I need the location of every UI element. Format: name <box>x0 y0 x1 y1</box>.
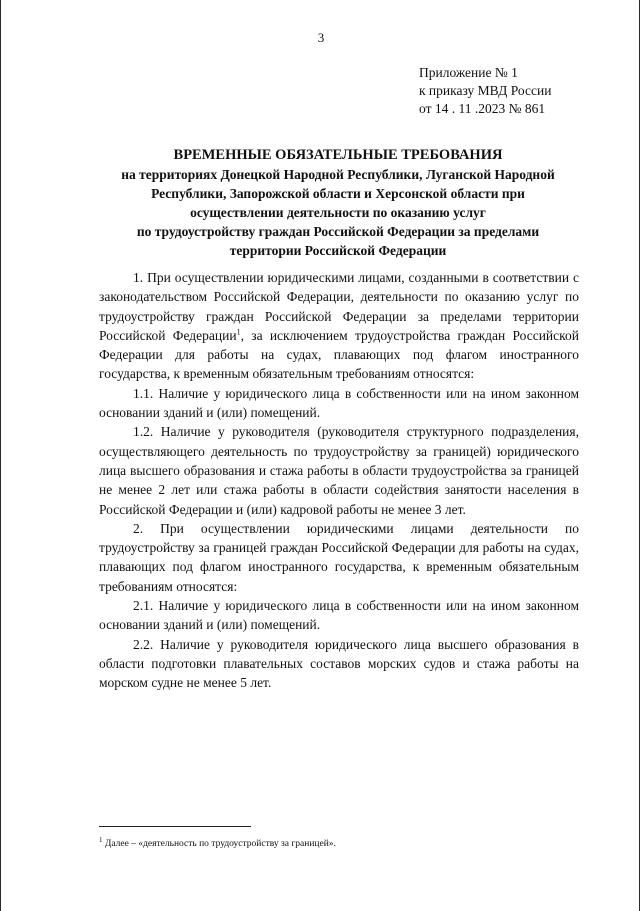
paragraph-1-text-a: 1. При осуществлении юридическими лицами, созданными в соответствии с законодательством Российской Федерации, деятельности по оказанию услуг по трудоустройству граждан Российской Федерации за пределами территории Российской Федерации <box>99 270 579 343</box>
appendix-number: Приложение № 1 <box>419 65 518 80</box>
footnote-marker: 1 <box>99 836 103 844</box>
appendix-order-ref: к приказу МВД России <box>419 83 552 98</box>
paragraph-2-2: 2.2. Наличие у руководителя юридического лица высшего образования в области подготовки плавательных составов морских судов и стажа работы на морском судне не менее 5 лет. <box>99 636 579 691</box>
appendix-header <box>419 64 551 118</box>
title-line-4: по трудоустройству граждан Российской Федерации за пределами <box>136 224 540 239</box>
paragraph-1-2: 1.2. Наличие у руководителя (руководителя структурного подразделения, осуществляющего деятельность по трудоустройству за границей) юридического лица высшего образования и стажа работы в области трудоустройства за границей не менее 2 лет или стажа работы в области содействия занятости населения в Российской Федерации и (или) кадровой работы не менее 3 лет. <box>99 424 579 517</box>
title-line-5: территории Российской Федерации <box>229 243 447 258</box>
footnote-text: Далее – «деятельность по трудоустройству за границей». <box>102 839 336 850</box>
document-body <box>99 268 579 693</box>
paragraph-1 <box>99 268 579 384</box>
footnote <box>99 834 336 850</box>
document-title <box>93 146 583 260</box>
title-line-2: Республики, Запорожской области и Херсонской области при <box>151 186 525 201</box>
paragraph-1-1: 1.1. Наличие у юридического лица в собственности или на ином законном основании зданий и (или) помещений. <box>99 385 579 421</box>
paragraph-2: 2. При осуществлении юридическими лицами деятельности по трудоустройству за границей граждан Российской Федерации для работы на судах, плавающих под флагом иностранного государства, к временным обязательным требованиям относятся: <box>99 520 579 594</box>
title-main: ВРЕМЕННЫЕ ОБЯЗАТЕЛЬНЫЕ ТРЕБОВАНИЯ <box>173 147 503 163</box>
paragraph-2-1: 2.1. Наличие у юридического лица в собственности или на ином законном основании зданий и (или) помещений. <box>99 598 579 633</box>
footnote-ref: 1 <box>236 327 241 337</box>
title-line-3: осуществлении деятельности по оказанию услуг <box>190 205 486 220</box>
appendix-order-date: от 14 . 11 .2023 № 861 <box>419 101 546 116</box>
footnote-separator <box>99 826 251 827</box>
page-number: 3 <box>317 30 325 45</box>
title-line-1: на территориях Донецкой Народной Республики, Луганской Народной <box>121 167 555 182</box>
paragraph-1-text-b: , за исключением трудоустройства граждан Российской Федерации для работы на судах, плавающих под флагом иностранного государства, к временным обязательным требованиям относятся: <box>99 327 579 382</box>
